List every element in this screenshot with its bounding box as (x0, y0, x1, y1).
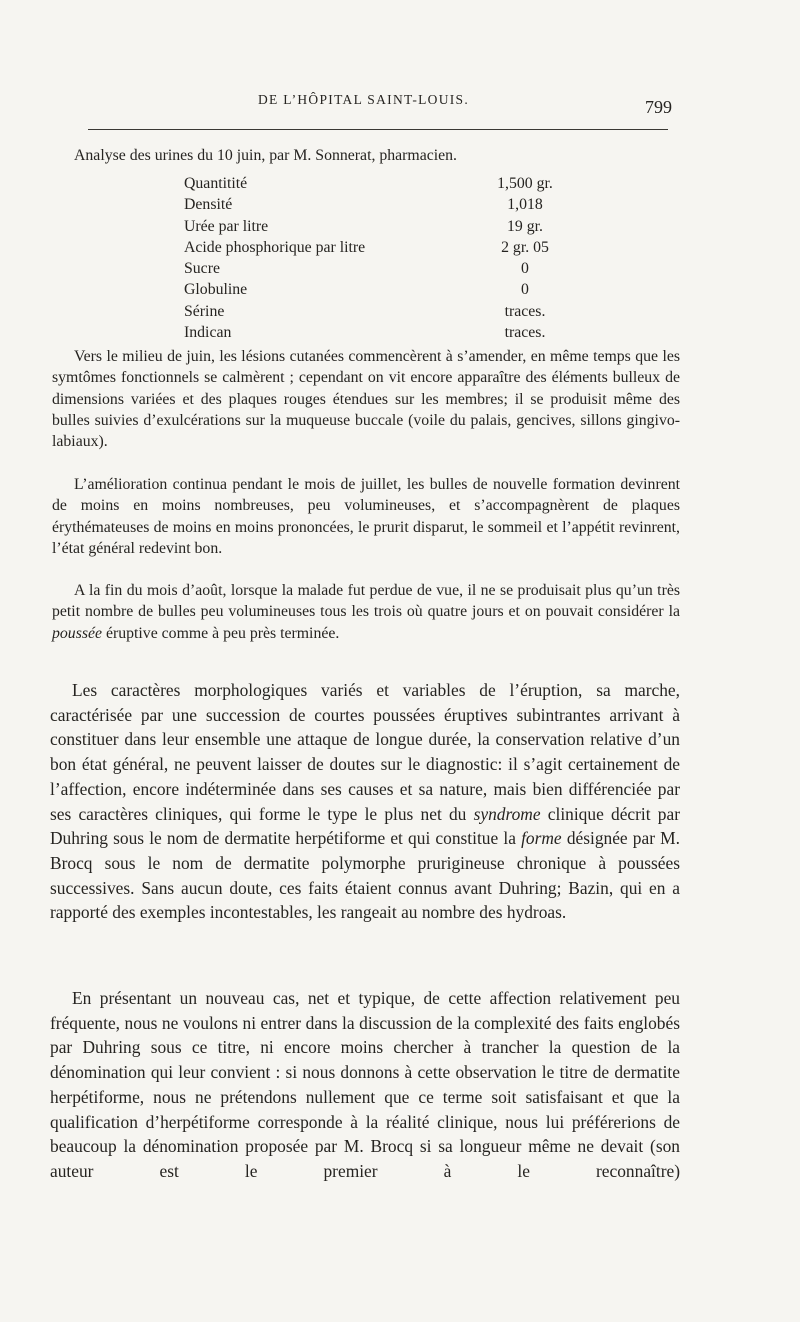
paragraph-august: A la fin du mois d’août, lorsque la malade fut perdue de vue, il ne se produisait plus qu’un très petit nombre de bulles peu volumineuses tous les trois où quatre jours et on pouvait considérer la poussée éruptive comme à peu près terminée. (52, 582, 680, 642)
paragraph-diagnosis: Les caractères morphologiques variés et variables de l’éruption, sa marche, caractérisée par une succession de courtes poussées éruptives subintrantes arrivant à constituer dans leur ensemble une attaque de longue durée, la conservation relative d’un bon état général, ne peuvent laisser de doutes sur le diagnostic: il s’agit certainement de l’affection, encore indéterminée dans ses causes et sa nature, mais bien différenciée par ses caractères cliniques, qui forme le type le plus net du syndrome clinique décrit par Duhring sous le nom de dermatite herpétiforme et qui constitue la forme désignée par M. Brocq sous le nom de dermatite polymorphe prurigineuse chronique à poussées successives. Sans aucun doute, ces faits étaient connus avant Duhring; Bazin, qui en a rapporté des exemples incontestables, les rangeait au nombre des hydroas. (50, 680, 680, 923)
running-title: DE L’HÔPITAL SAINT-LOUIS. (258, 92, 470, 107)
paragraph-lesions: Vers le milieu de juin, les lésions cutanées commencèrent à s’amender, en même temps que les symtômes fonctionnels se calmèrent ; cependant on vit encore apparaître des éléments bulleux de dimensions variées et des plaques rouges étendues sur les membres; il se produisit même des bulles suivies d’exulcérations sur la muqueuse buccale (voile du palais, gencives, sillons gingivo-labiaux). (52, 348, 680, 451)
page-number: 799 (645, 97, 672, 117)
analysis-value: traces. (504, 302, 546, 320)
analysis-value: traces. (504, 324, 546, 342)
analysis-label: Acide phosphorique par litre (184, 238, 366, 256)
analysis-value: 2 gr. 05 (501, 238, 549, 256)
table-row (0, 194, 800, 215)
analysis-value: 1,500 gr. (497, 175, 553, 192)
table-row (0, 301, 800, 322)
table-row (0, 237, 800, 258)
table-row (0, 322, 800, 343)
header-rule (88, 129, 668, 130)
analysis-label: Sérine (184, 302, 225, 320)
analysis-value: 19 gr. (507, 217, 543, 235)
analysis-label: Urée par litre (184, 217, 269, 235)
analysis-value: 1,018 (507, 196, 543, 214)
analysis-label: Sucre (184, 260, 220, 278)
table-row (0, 173, 800, 194)
analysis-value: 0 (521, 281, 529, 299)
emphasis-syndrome: syndrome (473, 803, 541, 824)
analysis-label: Densité (184, 196, 233, 214)
analysis-label: Indican (184, 324, 232, 342)
analysis-intro: Analyse des urines du 10 juin, par M. Sonnerat, pharmacien. (74, 147, 457, 164)
paragraph-amelioration: L’amélioration continua pendant le mois de juillet, les bulles de nouvelle formation devinrent de moins en moins nombreuses, peu volumineuses, et s’accompagnèrent de plaques érythémateuses de moins en moins prononcées, le prurit disparut, le sommeil et l’appétit revinrent, l’état général redevint bon. (52, 476, 680, 557)
urine-analysis-table (0, 173, 800, 343)
table-row (0, 279, 800, 300)
analysis-value: 0 (521, 260, 529, 278)
emphasis-forme: forme (521, 828, 562, 849)
paragraph-new-case: En présentant un nouveau cas, net et typique, de cette affection relativement peu fréquente, nous ne voulons ni entrer dans la discussion de la complexité des faits englobés par Duhring sous ce titre, ni encore moins chercher à trancher la question de la dénomination qui leur convient : si nous donnons à cette observation le titre de dermatite herpétiforme, nous ne prétendons nullement que ce terme soit satisfaisant et que la qualification d’herpétiforme corresponde à la réalité clinique, nous lui préférerions de beaucoup la dénomination proposée par M. Brocq si sa longueur même ne devait (son auteur est le premier à le reconnaître) (50, 988, 680, 1181)
emphasis-poussee: poussée (52, 624, 103, 642)
analysis-label: Globuline (184, 281, 248, 299)
table-row (0, 258, 800, 279)
analysis-label: Quantitité (184, 175, 248, 192)
table-row (0, 216, 800, 237)
